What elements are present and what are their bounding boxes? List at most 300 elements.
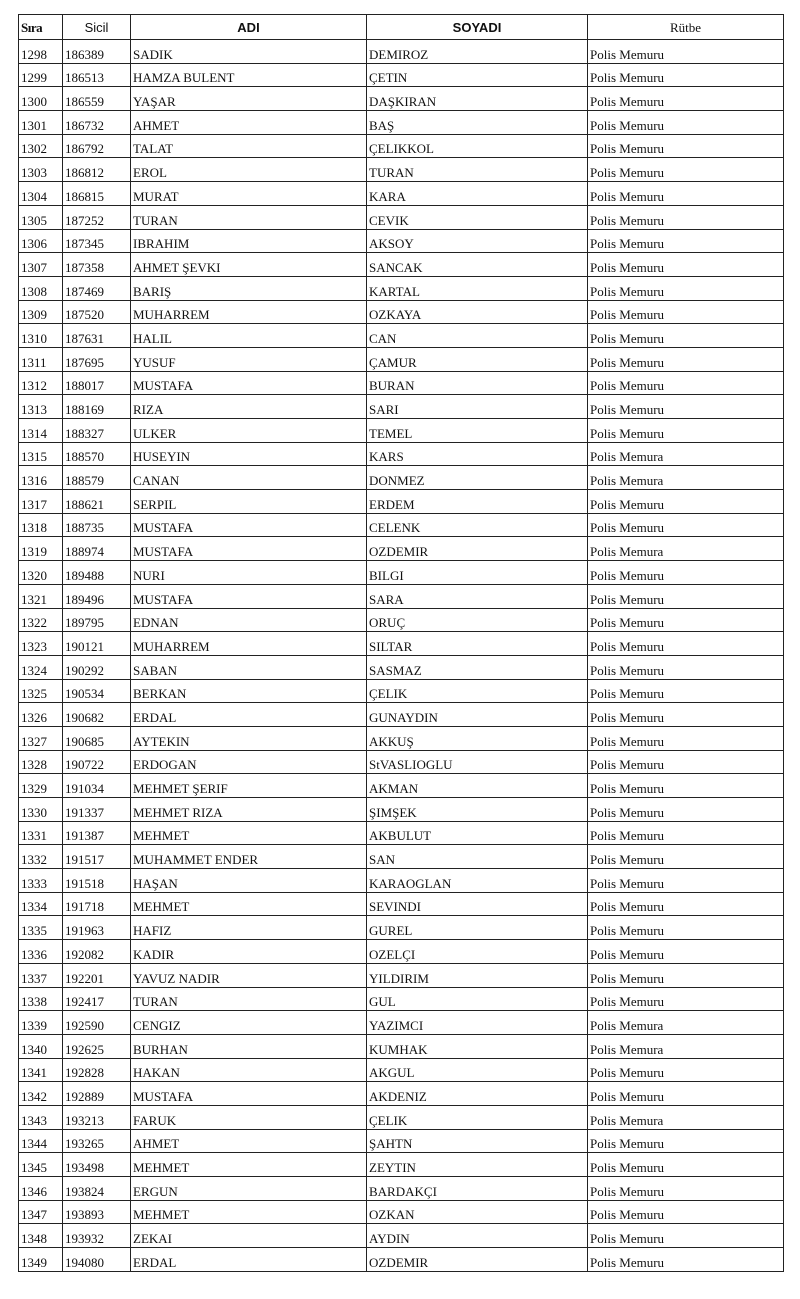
cell-sira: 1348 bbox=[19, 1224, 63, 1248]
cell-sira: 1310 bbox=[19, 324, 63, 348]
cell-sicil: 186513 bbox=[63, 63, 131, 87]
cell-sira: 1322 bbox=[19, 608, 63, 632]
cell-rutbe: Polis Memuru bbox=[588, 584, 784, 608]
cell-sira: 1341 bbox=[19, 1058, 63, 1082]
cell-soyadi: SEVINDI bbox=[367, 892, 588, 916]
table-row bbox=[19, 916, 784, 940]
table-row bbox=[19, 1011, 784, 1035]
cell-adi: MEHMET bbox=[131, 1200, 367, 1224]
cell-soyadi: BARDAKÇI bbox=[367, 1177, 588, 1201]
table-row bbox=[19, 987, 784, 1011]
cell-sicil: 190292 bbox=[63, 655, 131, 679]
cell-soyadi: AKMAN bbox=[367, 774, 588, 798]
cell-adi: ULKER bbox=[131, 419, 367, 443]
table-row bbox=[19, 182, 784, 206]
cell-sicil: 193213 bbox=[63, 1105, 131, 1129]
cell-sira: 1325 bbox=[19, 679, 63, 703]
cell-soyadi: ÇELIK bbox=[367, 1105, 588, 1129]
cell-soyadi: AKKUŞ bbox=[367, 726, 588, 750]
cell-rutbe: Polis Memuru bbox=[588, 726, 784, 750]
cell-adi: YAVUZ NADIR bbox=[131, 963, 367, 987]
cell-soyadi: ÇELIKKOL bbox=[367, 134, 588, 158]
cell-sira: 1307 bbox=[19, 253, 63, 277]
cell-rutbe: Polis Memuru bbox=[588, 703, 784, 727]
cell-sicil: 192625 bbox=[63, 1034, 131, 1058]
cell-sicil: 187345 bbox=[63, 229, 131, 253]
cell-adi: MUHAMMET ENDER bbox=[131, 845, 367, 869]
cell-soyadi: KARS bbox=[367, 442, 588, 466]
cell-rutbe: Polis Memuru bbox=[588, 111, 784, 135]
cell-sira: 1305 bbox=[19, 205, 63, 229]
cell-sicil: 189795 bbox=[63, 608, 131, 632]
table-row bbox=[19, 869, 784, 893]
cell-soyadi: GUNAYDIN bbox=[367, 703, 588, 727]
table-row bbox=[19, 442, 784, 466]
cell-sicil: 189496 bbox=[63, 584, 131, 608]
cell-sira: 1344 bbox=[19, 1129, 63, 1153]
cell-sicil: 188735 bbox=[63, 513, 131, 537]
cell-rutbe: Polis Memuru bbox=[588, 892, 784, 916]
cell-sicil: 191718 bbox=[63, 892, 131, 916]
cell-adi: TURAN bbox=[131, 205, 367, 229]
cell-adi: MEHMET ŞERIF bbox=[131, 774, 367, 798]
table-row bbox=[19, 87, 784, 111]
cell-rutbe: Polis Memuru bbox=[588, 253, 784, 277]
cell-sira: 1347 bbox=[19, 1200, 63, 1224]
cell-adi: MUSTAFA bbox=[131, 1082, 367, 1106]
table-row bbox=[19, 655, 784, 679]
cell-soyadi: ZEYTIN bbox=[367, 1153, 588, 1177]
cell-rutbe: Polis Memuru bbox=[588, 1248, 784, 1272]
cell-rutbe: Polis Memuru bbox=[588, 679, 784, 703]
cell-adi: BURHAN bbox=[131, 1034, 367, 1058]
cell-adi: EROL bbox=[131, 158, 367, 182]
cell-rutbe: Polis Memuru bbox=[588, 1082, 784, 1106]
cell-rutbe: Polis Memuru bbox=[588, 798, 784, 822]
cell-adi: ERDAL bbox=[131, 1248, 367, 1272]
cell-soyadi: ÇETIN bbox=[367, 63, 588, 87]
cell-rutbe: Polis Memuru bbox=[588, 1177, 784, 1201]
cell-rutbe: Polis Memuru bbox=[588, 513, 784, 537]
cell-sicil: 190682 bbox=[63, 703, 131, 727]
cell-sicil: 190534 bbox=[63, 679, 131, 703]
table-row bbox=[19, 1058, 784, 1082]
table-row bbox=[19, 1034, 784, 1058]
cell-sicil: 186559 bbox=[63, 87, 131, 111]
table-row bbox=[19, 371, 784, 395]
cell-sicil: 192417 bbox=[63, 987, 131, 1011]
cell-sira: 1328 bbox=[19, 750, 63, 774]
table-row bbox=[19, 134, 784, 158]
table-row bbox=[19, 1248, 784, 1272]
cell-sira: 1342 bbox=[19, 1082, 63, 1106]
cell-adi: EDNAN bbox=[131, 608, 367, 632]
cell-sira: 1334 bbox=[19, 892, 63, 916]
cell-sicil: 192889 bbox=[63, 1082, 131, 1106]
cell-sira: 1319 bbox=[19, 537, 63, 561]
cell-sira: 1337 bbox=[19, 963, 63, 987]
cell-adi: ZEKAI bbox=[131, 1224, 367, 1248]
cell-sira: 1315 bbox=[19, 442, 63, 466]
cell-sicil: 187520 bbox=[63, 300, 131, 324]
cell-sira: 1313 bbox=[19, 395, 63, 419]
cell-rutbe: Polis Memuru bbox=[588, 1153, 784, 1177]
cell-rutbe: Polis Memura bbox=[588, 1034, 784, 1058]
cell-sira: 1316 bbox=[19, 466, 63, 490]
cell-sicil: 186732 bbox=[63, 111, 131, 135]
cell-rutbe: Polis Memuru bbox=[588, 229, 784, 253]
cell-soyadi: ERDEM bbox=[367, 490, 588, 514]
cell-adi: RIZA bbox=[131, 395, 367, 419]
cell-rutbe: Polis Memuru bbox=[588, 158, 784, 182]
cell-rutbe: Polis Memuru bbox=[588, 987, 784, 1011]
cell-adi: HALIL bbox=[131, 324, 367, 348]
cell-sicil: 186389 bbox=[63, 40, 131, 64]
cell-rutbe: Polis Memuru bbox=[588, 1200, 784, 1224]
cell-soyadi: CAN bbox=[367, 324, 588, 348]
cell-soyadi: AYDIN bbox=[367, 1224, 588, 1248]
table-row bbox=[19, 608, 784, 632]
cell-adi: MUSTAFA bbox=[131, 537, 367, 561]
cell-rutbe: Polis Memuru bbox=[588, 490, 784, 514]
cell-soyadi: BAŞ bbox=[367, 111, 588, 135]
cell-sicil: 192201 bbox=[63, 963, 131, 987]
cell-adi: SABAN bbox=[131, 655, 367, 679]
cell-adi: NURI bbox=[131, 561, 367, 585]
cell-soyadi: ÇAMUR bbox=[367, 347, 588, 371]
cell-sira: 1318 bbox=[19, 513, 63, 537]
cell-adi: TALAT bbox=[131, 134, 367, 158]
cell-adi: MUSTAFA bbox=[131, 584, 367, 608]
cell-soyadi: BILGI bbox=[367, 561, 588, 585]
cell-soyadi: ŞAHTN bbox=[367, 1129, 588, 1153]
cell-rutbe: Polis Memuru bbox=[588, 40, 784, 64]
table-row bbox=[19, 963, 784, 987]
cell-sira: 1346 bbox=[19, 1177, 63, 1201]
cell-rutbe: Polis Memuru bbox=[588, 869, 784, 893]
cell-sira: 1326 bbox=[19, 703, 63, 727]
cell-sicil: 191387 bbox=[63, 821, 131, 845]
cell-sira: 1330 bbox=[19, 798, 63, 822]
table-row bbox=[19, 1177, 784, 1201]
cell-adi: AYTEKIN bbox=[131, 726, 367, 750]
cell-rutbe: Polis Memuru bbox=[588, 347, 784, 371]
cell-sicil: 194080 bbox=[63, 1248, 131, 1272]
cell-adi: HAMZA BULENT bbox=[131, 63, 367, 87]
cell-sira: 1340 bbox=[19, 1034, 63, 1058]
cell-sira: 1331 bbox=[19, 821, 63, 845]
cell-soyadi: GUL bbox=[367, 987, 588, 1011]
cell-adi: MUHARREM bbox=[131, 632, 367, 656]
cell-rutbe: Polis Memura bbox=[588, 537, 784, 561]
cell-sira: 1298 bbox=[19, 40, 63, 64]
cell-sicil: 191963 bbox=[63, 916, 131, 940]
table-row bbox=[19, 490, 784, 514]
cell-rutbe: Polis Memuru bbox=[588, 608, 784, 632]
table-body bbox=[19, 40, 784, 1272]
cell-adi: TURAN bbox=[131, 987, 367, 1011]
cell-rutbe: Polis Memuru bbox=[588, 774, 784, 798]
cell-sira: 1314 bbox=[19, 419, 63, 443]
cell-rutbe: Polis Memuru bbox=[588, 632, 784, 656]
cell-soyadi: SARI bbox=[367, 395, 588, 419]
table-row bbox=[19, 1082, 784, 1106]
table-row bbox=[19, 324, 784, 348]
cell-sira: 1308 bbox=[19, 276, 63, 300]
cell-soyadi: OZKAYA bbox=[367, 300, 588, 324]
cell-adi: FARUK bbox=[131, 1105, 367, 1129]
cell-rutbe: Polis Memuru bbox=[588, 821, 784, 845]
table-row bbox=[19, 750, 784, 774]
cell-soyadi: SANCAK bbox=[367, 253, 588, 277]
cell-sicil: 187358 bbox=[63, 253, 131, 277]
table-row bbox=[19, 821, 784, 845]
table-row bbox=[19, 798, 784, 822]
table-row bbox=[19, 205, 784, 229]
cell-adi: ERDOGAN bbox=[131, 750, 367, 774]
cell-sira: 1332 bbox=[19, 845, 63, 869]
cell-rutbe: Polis Memuru bbox=[588, 963, 784, 987]
cell-adi: YUSUF bbox=[131, 347, 367, 371]
cell-sira: 1302 bbox=[19, 134, 63, 158]
cell-sicil: 188327 bbox=[63, 419, 131, 443]
cell-adi: MUSTAFA bbox=[131, 371, 367, 395]
table-row bbox=[19, 1200, 784, 1224]
cell-sira: 1323 bbox=[19, 632, 63, 656]
cell-rutbe: Polis Memuru bbox=[588, 561, 784, 585]
cell-sicil: 192082 bbox=[63, 940, 131, 964]
cell-adi: SERPIL bbox=[131, 490, 367, 514]
cell-adi: BERKAN bbox=[131, 679, 367, 703]
cell-soyadi: YILDIRIM bbox=[367, 963, 588, 987]
cell-soyadi: AKBULUT bbox=[367, 821, 588, 845]
cell-sicil: 192590 bbox=[63, 1011, 131, 1035]
cell-soyadi: AKDENIZ bbox=[367, 1082, 588, 1106]
table-row bbox=[19, 679, 784, 703]
cell-sira: 1303 bbox=[19, 158, 63, 182]
cell-sira: 1309 bbox=[19, 300, 63, 324]
header-sira: Sıra bbox=[19, 15, 63, 40]
cell-soyadi: CELENK bbox=[367, 513, 588, 537]
cell-adi: SADIK bbox=[131, 40, 367, 64]
cell-rutbe: Polis Memuru bbox=[588, 63, 784, 87]
cell-sicil: 188621 bbox=[63, 490, 131, 514]
table-row bbox=[19, 892, 784, 916]
cell-sicil: 188974 bbox=[63, 537, 131, 561]
cell-soyadi: BURAN bbox=[367, 371, 588, 395]
cell-soyadi: CEVIK bbox=[367, 205, 588, 229]
cell-sicil: 190722 bbox=[63, 750, 131, 774]
cell-soyadi: KARAOGLAN bbox=[367, 869, 588, 893]
cell-rutbe: Polis Memuru bbox=[588, 395, 784, 419]
table-row bbox=[19, 276, 784, 300]
cell-sira: 1317 bbox=[19, 490, 63, 514]
cell-sicil: 187252 bbox=[63, 205, 131, 229]
cell-soyadi: YAZIMCI bbox=[367, 1011, 588, 1035]
cell-sicil: 187695 bbox=[63, 347, 131, 371]
cell-sicil: 186812 bbox=[63, 158, 131, 182]
cell-rutbe: Polis Memuru bbox=[588, 134, 784, 158]
cell-adi: HAFIZ bbox=[131, 916, 367, 940]
cell-soyadi: SAN bbox=[367, 845, 588, 869]
table-row bbox=[19, 347, 784, 371]
cell-sicil: 192828 bbox=[63, 1058, 131, 1082]
table-row bbox=[19, 300, 784, 324]
cell-sira: 1335 bbox=[19, 916, 63, 940]
cell-soyadi: KUMHAK bbox=[367, 1034, 588, 1058]
table-row bbox=[19, 726, 784, 750]
cell-soyadi: KARA bbox=[367, 182, 588, 206]
table-row bbox=[19, 1105, 784, 1129]
cell-sira: 1329 bbox=[19, 774, 63, 798]
cell-sicil: 193265 bbox=[63, 1129, 131, 1153]
cell-soyadi: DEMIROZ bbox=[367, 40, 588, 64]
cell-soyadi: DONMEZ bbox=[367, 466, 588, 490]
cell-adi: HAKAN bbox=[131, 1058, 367, 1082]
cell-sicil: 191337 bbox=[63, 798, 131, 822]
cell-soyadi: TURAN bbox=[367, 158, 588, 182]
table-row bbox=[19, 158, 784, 182]
cell-sira: 1324 bbox=[19, 655, 63, 679]
header-rutbe: Rütbe bbox=[588, 15, 784, 40]
cell-soyadi: OZKAN bbox=[367, 1200, 588, 1224]
table-row bbox=[19, 63, 784, 87]
cell-rutbe: Polis Memuru bbox=[588, 276, 784, 300]
cell-rutbe: Polis Memura bbox=[588, 1011, 784, 1035]
cell-rutbe: Polis Memuru bbox=[588, 845, 784, 869]
header-adi: ADI bbox=[131, 15, 367, 40]
cell-sira: 1306 bbox=[19, 229, 63, 253]
table-row bbox=[19, 111, 784, 135]
cell-rutbe: Polis Memuru bbox=[588, 182, 784, 206]
cell-adi: AHMET bbox=[131, 111, 367, 135]
cell-rutbe: Polis Memuru bbox=[588, 419, 784, 443]
table-row bbox=[19, 1129, 784, 1153]
cell-sicil: 193893 bbox=[63, 1200, 131, 1224]
cell-soyadi: AKGUL bbox=[367, 1058, 588, 1082]
cell-sicil: 186792 bbox=[63, 134, 131, 158]
cell-rutbe: Polis Memuru bbox=[588, 1224, 784, 1248]
table-row bbox=[19, 774, 784, 798]
table-row bbox=[19, 940, 784, 964]
cell-rutbe: Polis Memuru bbox=[588, 324, 784, 348]
cell-soyadi: OZELÇI bbox=[367, 940, 588, 964]
cell-sicil: 191518 bbox=[63, 869, 131, 893]
cell-sira: 1343 bbox=[19, 1105, 63, 1129]
cell-sicil: 186815 bbox=[63, 182, 131, 206]
cell-adi: HAŞAN bbox=[131, 869, 367, 893]
cell-rutbe: Polis Memuru bbox=[588, 371, 784, 395]
cell-adi: AHMET ŞEVKI bbox=[131, 253, 367, 277]
cell-sicil: 191034 bbox=[63, 774, 131, 798]
cell-rutbe: Polis Memuru bbox=[588, 205, 784, 229]
cell-sicil: 189488 bbox=[63, 561, 131, 585]
cell-soyadi: OZDEMIR bbox=[367, 1248, 588, 1272]
cell-soyadi: OZDEMIR bbox=[367, 537, 588, 561]
cell-rutbe: Polis Memuru bbox=[588, 655, 784, 679]
cell-sira: 1327 bbox=[19, 726, 63, 750]
cell-soyadi: ÇELIK bbox=[367, 679, 588, 703]
cell-sicil: 188169 bbox=[63, 395, 131, 419]
cell-soyadi: TEMEL bbox=[367, 419, 588, 443]
cell-sicil: 190685 bbox=[63, 726, 131, 750]
cell-sira: 1333 bbox=[19, 869, 63, 893]
table-row bbox=[19, 40, 784, 64]
cell-adi: ERDAL bbox=[131, 703, 367, 727]
cell-sicil: 188570 bbox=[63, 442, 131, 466]
cell-sira: 1336 bbox=[19, 940, 63, 964]
cell-adi: ERGUN bbox=[131, 1177, 367, 1201]
cell-adi: MEHMET bbox=[131, 1153, 367, 1177]
cell-adi: MEHMET bbox=[131, 892, 367, 916]
table-row bbox=[19, 703, 784, 727]
cell-soyadi: SILTAR bbox=[367, 632, 588, 656]
cell-soyadi: GUREL bbox=[367, 916, 588, 940]
cell-sira: 1339 bbox=[19, 1011, 63, 1035]
cell-rutbe: Polis Memuru bbox=[588, 87, 784, 111]
cell-rutbe: Polis Memuru bbox=[588, 750, 784, 774]
cell-sicil: 193824 bbox=[63, 1177, 131, 1201]
cell-sicil: 190121 bbox=[63, 632, 131, 656]
cell-adi: MEHMET RIZA bbox=[131, 798, 367, 822]
cell-soyadi: StVASLIOGLU bbox=[367, 750, 588, 774]
cell-adi: MEHMET bbox=[131, 821, 367, 845]
cell-sira: 1345 bbox=[19, 1153, 63, 1177]
cell-rutbe: Polis Memuru bbox=[588, 1129, 784, 1153]
cell-sicil: 193932 bbox=[63, 1224, 131, 1248]
cell-sira: 1311 bbox=[19, 347, 63, 371]
cell-soyadi: KARTAL bbox=[367, 276, 588, 300]
header-soyadi: SOYADI bbox=[367, 15, 588, 40]
cell-soyadi: SASMAZ bbox=[367, 655, 588, 679]
cell-sira: 1321 bbox=[19, 584, 63, 608]
cell-sira: 1320 bbox=[19, 561, 63, 585]
cell-sira: 1304 bbox=[19, 182, 63, 206]
cell-rutbe: Polis Memuru bbox=[588, 300, 784, 324]
table-row bbox=[19, 419, 784, 443]
cell-sira: 1349 bbox=[19, 1248, 63, 1272]
cell-soyadi: ŞIMŞEK bbox=[367, 798, 588, 822]
cell-rutbe: Polis Memura bbox=[588, 1105, 784, 1129]
cell-adi: BARIŞ bbox=[131, 276, 367, 300]
table-row bbox=[19, 584, 784, 608]
table-row bbox=[19, 537, 784, 561]
table-row bbox=[19, 253, 784, 277]
cell-adi: MUSTAFA bbox=[131, 513, 367, 537]
cell-adi: YAŞAR bbox=[131, 87, 367, 111]
cell-soyadi: ORUÇ bbox=[367, 608, 588, 632]
cell-adi: CANAN bbox=[131, 466, 367, 490]
cell-sira: 1338 bbox=[19, 987, 63, 1011]
personnel-list-page bbox=[18, 14, 783, 1272]
personnel-table bbox=[18, 14, 784, 1272]
cell-adi: HUSEYIN bbox=[131, 442, 367, 466]
cell-sira: 1299 bbox=[19, 63, 63, 87]
table-header bbox=[19, 15, 784, 40]
cell-rutbe: Polis Memuru bbox=[588, 916, 784, 940]
cell-sicil: 191517 bbox=[63, 845, 131, 869]
table-row bbox=[19, 513, 784, 537]
table-row bbox=[19, 561, 784, 585]
cell-sicil: 187631 bbox=[63, 324, 131, 348]
table-row bbox=[19, 1153, 784, 1177]
cell-sicil: 187469 bbox=[63, 276, 131, 300]
cell-soyadi: DAŞKIRAN bbox=[367, 87, 588, 111]
cell-adi: AHMET bbox=[131, 1129, 367, 1153]
cell-sira: 1300 bbox=[19, 87, 63, 111]
header-sicil: Sicil bbox=[63, 15, 131, 40]
cell-rutbe: Polis Memuru bbox=[588, 940, 784, 964]
